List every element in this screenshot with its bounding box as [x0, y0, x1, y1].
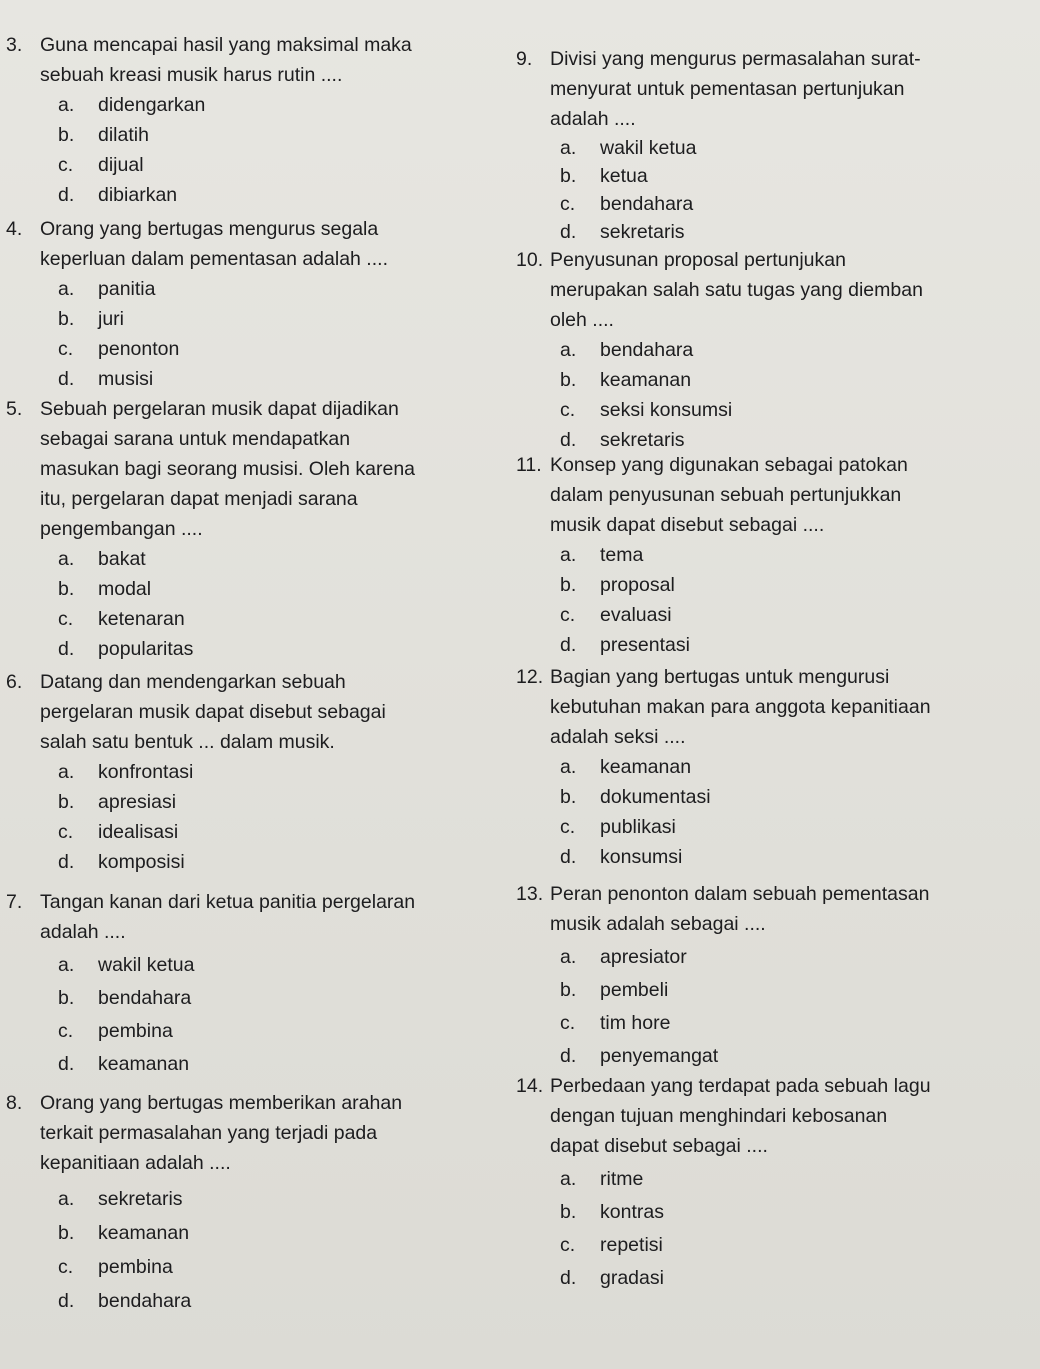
option-b[interactable]: b. dilatih	[58, 124, 149, 146]
option-c[interactable]: c. pembina	[58, 1020, 173, 1042]
question-8	[6, 1088, 506, 1318]
option-c[interactable]: c. idealisasi	[58, 821, 179, 843]
question-7	[6, 887, 506, 1081]
option-c[interactable]: c. tim hore	[560, 1012, 671, 1034]
option-d[interactable]: d. keamanan	[58, 1053, 190, 1075]
option-a[interactable]: a. ritme	[560, 1168, 644, 1190]
option-a[interactable]: a. apresiator	[560, 946, 687, 968]
option-d[interactable]: d. dibiarkan	[58, 184, 178, 206]
question-text: Penyusunan proposal pertunjukan merupakan salah satu tugas yang diemban oleh ....	[550, 249, 923, 331]
question-number: 10.	[516, 249, 544, 271]
option-d[interactable]: d. gradasi	[560, 1267, 664, 1289]
options-list	[58, 949, 506, 1081]
options-list	[560, 941, 1028, 1073]
option-b[interactable]: b. ketua	[560, 165, 648, 187]
option-b[interactable]: b. keamanan	[560, 369, 692, 391]
question-text: Orang yang bertugas mengurus segala keperluan dalam pementasan adalah ....	[40, 218, 388, 270]
option-c[interactable]: c. penonton	[58, 338, 180, 360]
option-b[interactable]: b. pembeli	[560, 979, 669, 1001]
question-10	[516, 245, 1028, 455]
question-text: Guna mencapai hasil yang maksimal maka sebuah kreasi musik harus rutin ....	[40, 34, 412, 86]
option-a[interactable]: a. didengarkan	[58, 94, 206, 116]
option-a[interactable]: a. bendahara	[560, 339, 694, 361]
options-list	[560, 752, 1028, 872]
option-d[interactable]: d. musisi	[58, 368, 154, 390]
options-list	[560, 335, 1028, 455]
question-4	[6, 214, 506, 394]
question-text: Orang yang bertugas memberikan arahan terkait permasalahan yang terjadi pada kepanitiaan adalah ....	[40, 1092, 403, 1174]
option-a[interactable]: a. konfrontasi	[58, 761, 194, 783]
question-text: Peran penonton dalam sebuah pementasan musik adalah sebagai ....	[550, 883, 930, 935]
question-3	[6, 30, 506, 210]
option-a[interactable]: a. wakil ketua	[58, 954, 195, 976]
question-number: 14.	[516, 1075, 544, 1097]
question-number: 4.	[6, 218, 23, 240]
question-text: Sebuah pergelaran musik dapat dijadikan sebagai sarana untuk mendapatkan masukan bagi seorang musisi. Oleh karena itu, pergelaran dapat menjadi sarana pengembangan ....	[40, 398, 416, 540]
question-number: 12.	[516, 666, 544, 688]
options-list	[58, 544, 506, 664]
option-b[interactable]: b. modal	[58, 578, 152, 600]
option-d[interactable]: d. bendahara	[58, 1290, 192, 1312]
options-list	[58, 274, 506, 394]
option-c[interactable]: c. ketenaran	[58, 608, 185, 630]
question-text: Perbedaan yang terdapat pada sebuah lagu dengan tujuan menghindari kebosanan dapat disebut sebagai ....	[550, 1075, 931, 1157]
question-text: Datang dan mendengarkan sebuah pergelaran musik dapat disebut sebagai salah satu bentuk ... dalam musik.	[40, 671, 386, 753]
question-6	[6, 667, 506, 877]
question-number: 5.	[6, 398, 23, 420]
options-list	[560, 540, 1028, 660]
option-a[interactable]: a. wakil ketua	[560, 137, 697, 159]
question-text: Bagian yang bertugas untuk mengurusi kebutuhan makan para anggota kepanitiaan adalah seksi ....	[550, 666, 931, 748]
option-a[interactable]: a. tema	[560, 544, 644, 566]
question-14	[516, 1071, 1028, 1295]
options-list	[58, 757, 506, 877]
option-d[interactable]: d. popularitas	[58, 638, 194, 660]
option-d[interactable]: d. sekretaris	[560, 221, 685, 243]
option-b[interactable]: b. juri	[58, 308, 125, 330]
options-list	[560, 1163, 1028, 1295]
option-c[interactable]: c. repetisi	[560, 1234, 663, 1256]
option-a[interactable]: a. bakat	[58, 548, 146, 570]
option-b[interactable]: b. proposal	[560, 574, 675, 596]
option-c[interactable]: c. pembina	[58, 1256, 173, 1278]
option-d[interactable]: d. konsumsi	[560, 846, 683, 868]
question-number: 6.	[6, 671, 23, 693]
options-list	[58, 1182, 506, 1318]
option-d[interactable]: d. penyemangat	[560, 1045, 719, 1067]
option-a[interactable]: a. keamanan	[560, 756, 692, 778]
option-a[interactable]: a. panitia	[58, 278, 156, 300]
question-12	[516, 662, 1028, 872]
question-number: 8.	[6, 1092, 23, 1114]
option-c[interactable]: c. evaluasi	[560, 604, 672, 626]
option-c[interactable]: c. dijual	[58, 154, 144, 176]
option-d[interactable]: d. komposisi	[58, 851, 185, 873]
question-11	[516, 450, 1028, 660]
option-b[interactable]: b. apresiasi	[58, 791, 177, 813]
question-9	[516, 44, 1028, 246]
option-c[interactable]: c. bendahara	[560, 193, 694, 215]
option-a[interactable]: a. sekretaris	[58, 1188, 183, 1210]
question-text: Tangan kanan dari ketua panitia pergelaran adalah ....	[40, 891, 416, 943]
option-d[interactable]: d. presentasi	[560, 634, 690, 656]
question-number: 7.	[6, 891, 23, 913]
question-number: 9.	[516, 48, 533, 70]
question-13	[516, 879, 1028, 1073]
option-c[interactable]: c. seksi konsumsi	[560, 399, 733, 421]
options-list	[560, 134, 1028, 246]
option-d[interactable]: d. sekretaris	[560, 429, 685, 451]
option-b[interactable]: b. kontras	[560, 1201, 664, 1223]
question-5	[6, 394, 506, 664]
option-c[interactable]: c. publikasi	[560, 816, 676, 838]
option-b[interactable]: b. dokumentasi	[560, 786, 711, 808]
question-number: 11.	[516, 454, 542, 476]
options-list	[58, 90, 506, 210]
question-text: Konsep yang digunakan sebagai patokan dalam penyusunan sebuah pertunjukkan musik dapat disebut sebagai ....	[550, 454, 908, 536]
question-number: 13.	[516, 883, 544, 905]
option-b[interactable]: b. keamanan	[58, 1222, 190, 1244]
option-b[interactable]: b. bendahara	[58, 987, 192, 1009]
question-number: 3.	[6, 34, 23, 56]
question-text: Divisi yang mengurus permasalahan surat- menyurat untuk pementasan pertunjukan adalah ....	[550, 48, 921, 130]
